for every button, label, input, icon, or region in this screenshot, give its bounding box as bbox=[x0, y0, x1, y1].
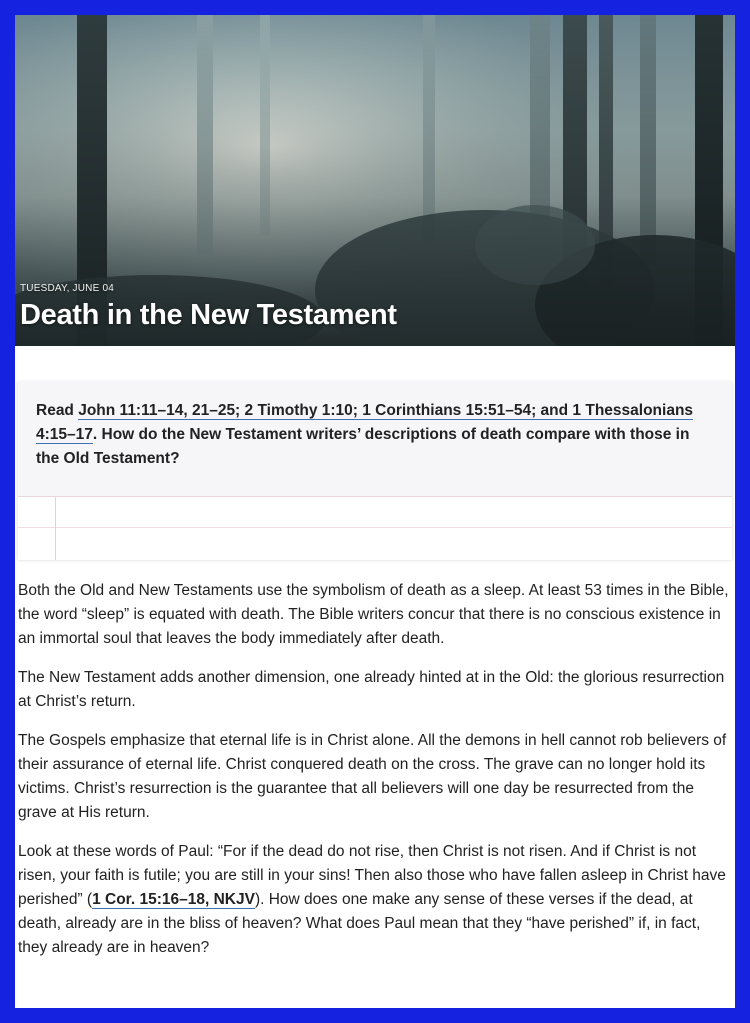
paragraph-4 bbox=[18, 840, 730, 960]
page-title: Death in the New Testament bbox=[20, 299, 397, 331]
question-prefix: Read bbox=[36, 402, 79, 419]
scripture-reference-link[interactable]: 1 Cor. 15:16–18, NKJV bbox=[92, 891, 255, 908]
lesson-page bbox=[15, 15, 735, 1008]
lesson-date: TUESDAY, JUNE 04 bbox=[20, 283, 114, 294]
paragraph-4-end: ). How does one make any sense of these verses if the dead, at death, already are in the bliss of heaven? What does Paul mean that they “have perished” if, in fact, they already are in heaven? bbox=[18, 891, 701, 956]
answer-textarea[interactable] bbox=[18, 496, 732, 560]
answer-rule-line bbox=[18, 527, 732, 528]
answer-margin-line bbox=[55, 497, 56, 560]
forest-illustration bbox=[15, 15, 735, 346]
scripture-reference-link[interactable]: John 11:11–14, 21–25; 2 Timothy 1:10; 1 Corinthians 15:51–54; and 1 Thessalonians 4:15–17 bbox=[36, 402, 694, 443]
paragraph-4-start: Look at these words of Paul: “For if the dead do not rise, then Christ is not risen. And if Christ is not risen, your faith is futile; you are still in your sins! Then also those who have fallen asleep in Christ have perished” ( bbox=[18, 843, 726, 908]
question-suffix: . How do the New Testament writers’ descriptions of death compare with those in the Old Testament? bbox=[36, 426, 690, 467]
question-text bbox=[36, 399, 696, 471]
question-card bbox=[18, 381, 732, 559]
paragraph-3: The Gospels emphasize that eternal life is in Christ alone. All the demons in hell cannot rob believers of their assurance of eternal life. Christ conquered death on the cross. The grave can no longer hold its victims. Christ’s resurrection is the guarantee that all believers will one day be resurrected from the grave at His return. bbox=[18, 732, 727, 821]
lesson-body bbox=[18, 579, 730, 975]
paragraph-2: The New Testament adds another dimension, one already hinted at in the Old: the glorious resurrection at Christ’s return. bbox=[18, 669, 725, 710]
header-image bbox=[15, 15, 735, 346]
paragraph-1: Both the Old and New Testaments use the symbolism of death as a sleep. At least 53 times in the Bible, the word “sleep” is equated with death. The Bible writers concur that there is no conscious existence in an immortal soul that leaves the body immediately after death. bbox=[18, 582, 729, 647]
